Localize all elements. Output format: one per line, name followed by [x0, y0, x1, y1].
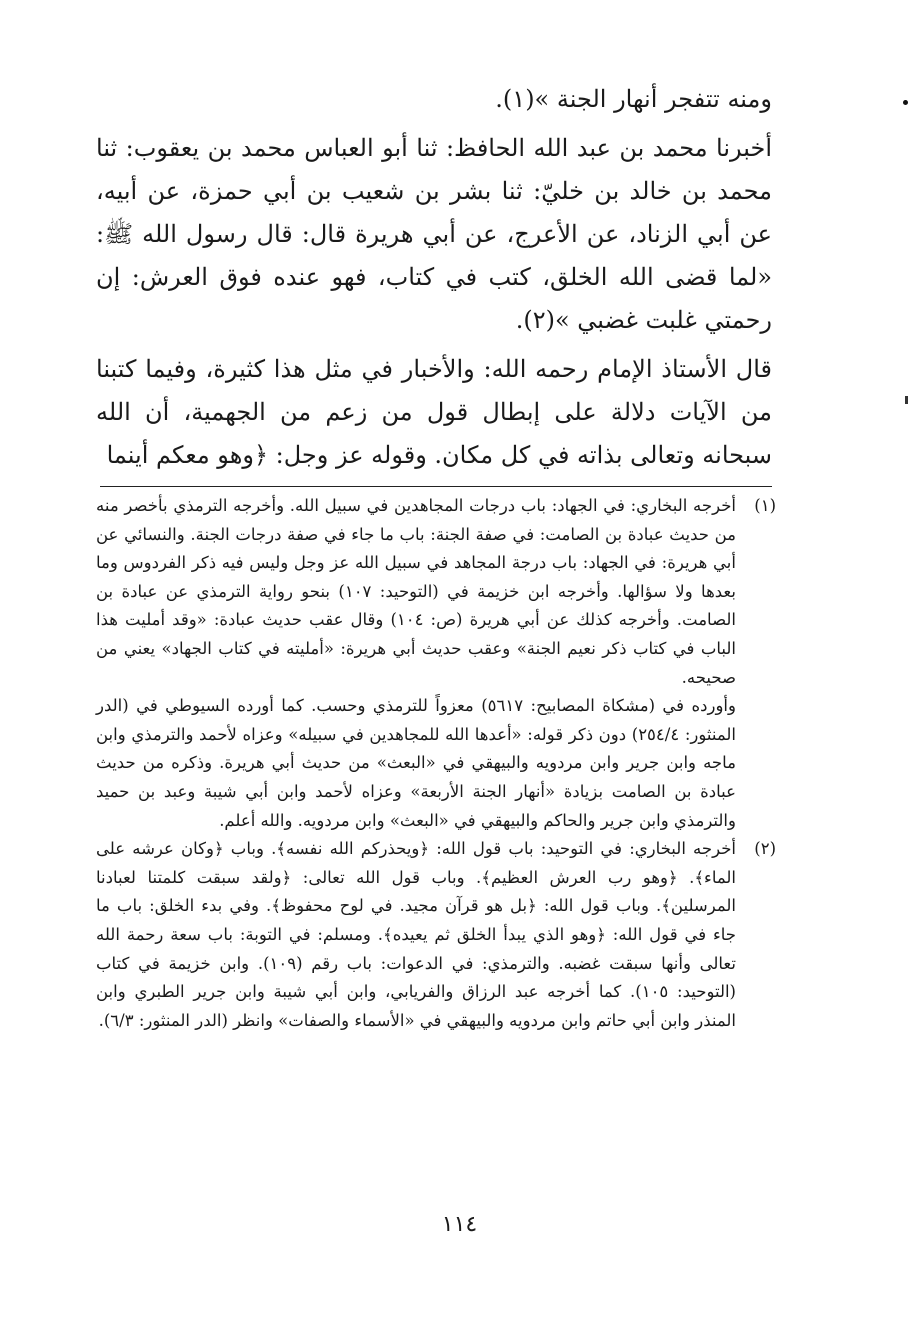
footnote-2: [96, 835, 776, 1035]
scan-mark: [903, 100, 908, 105]
footnote-number: (٢): [754, 839, 776, 859]
footnote-text: أخرجه البخاري: في التوحيد: باب قول الله: ﴿ويحذركم الله نفسه﴾. وباب ﴿وكان عرشه على الماء﴾. ﴿وهو رب العرش العظيم﴾. وباب قول الله تعالى: ﴿ولقد سبقت كلمتنا لعبادنا المرسلين﴾. وباب قول الله: ﴿بل هو قرآن مجيد. في لوح محفوظ﴾. وفي بدء الخلق: باب ما جاء في قول الله: ﴿وهو الذي يبدأ الخلق ثم يعيده﴾. ومسلم: في التوبة: باب سعة رحمة الله تعالى وأنها سبقت غضبه. والترمذي: في الدعوات: باب رقم (١٠٩). وابن خزيمة في كتاب (التوحيد: ١٠٥). كما أخرجه عبد الرزاق والفريابي، وابن أبي شيبة وابن جرير الطبري وابن المنذر وابن أبي حاتم وابن مردويه والبيهقي في «الأسماء والصفات» وانظر (الدر المنثور: ٦/٣).: [96, 839, 736, 1030]
scan-mark-2: [905, 396, 908, 404]
footnote-divider: [100, 486, 772, 487]
footnote-number: (١): [754, 496, 776, 515]
footnote-text-continued: وأورده في (مشكاة المصابيح: ٥٦١٧) معزواً للترمذي وحسب. كما أورده السيوطي في (الدر المنثور: ٢٥٤/٤) دون ذكر قوله: «أعدها الله للمجاهدين في سبيله» وعزاه لأحمد والترمذي وابن ماجه وابن جرير وابن مردويه والبيهقي في «البعث» من حديث أبي هريرة. وذكره من حديث عبادة بن الصامت بزيادة «أنهار الجنة الأربعة» وعزاه لأحمد وابن أبي شيبة وعبد بن حميد والترمذي وابن جرير والحاكم والبيهقي في «البعث» وابن مردويه. والله أعلم.: [96, 696, 736, 830]
main-line-0: ومنه تتفجر أنهار الجنة »(١).: [495, 85, 772, 113]
footnote-text: أخرجه البخاري: في الجهاد: باب درجات المجاهدين في سبيل الله. وأخرجه الترمذي بأخصر منه من حديث عبادة بن الصامت: في صفة الجنة: باب ما جاء في صفة درجات الجنة. والنسائي عن أبي هريرة: في الجهاد: باب درجة المجاهد في سبيل الله عز وجل وليس فيه ذكر الفردوس وما بعدها ولا سؤالها. وأخرجه ابن خزيمة في (التوحيد: ١٠٧) بنحو رواية الترمذي عن عبادة بن الصامت. وأخرجه كذلك عن أبي هريرة (ص: ١٠٤) وقال عقب حديث عبادة: «وقد أمليت هذا الباب في كتاب ذكر نعيم الجنة» وعقب حديث أبي هريرة: «أمليته في كتاب الجهاد» يعني من صحيحه.: [96, 496, 736, 687]
main-paragraph-1: أخبرنا محمد بن عبد الله الحافظ: ثنا أبو العباس محمد بن يعقوب: ثنا محمد بن خالد بن خليّ: ثنا بشر بن شعيب بن أبي حمزة، عن أبيه، عن أبي الزناد، عن الأعرج، عن أبي هريرة قال: قال رسول الله ﷺ: «لما قضى الله الخلق، كتب في كتاب، فهو عنده فوق العرش: إن رحمتي غلبت غضبي »(٢).: [96, 134, 773, 334]
page-number: ١١٤: [441, 1212, 478, 1237]
footnotes: [96, 492, 776, 1035]
main-text: [96, 78, 772, 477]
footnote-1: [96, 492, 776, 835]
main-paragraph-2: قال الأستاذ الإمام رحمه الله: والأخبار في مثل هذا كثيرة، وفيما كتبنا من الآيات دلالة على إبطال قول من زعم من الجهمية، أن الله سبحانه وتعالى بذاته في كل مكان. وقوله عز وجل: ﴿وهو معكم أينما: [96, 355, 772, 469]
